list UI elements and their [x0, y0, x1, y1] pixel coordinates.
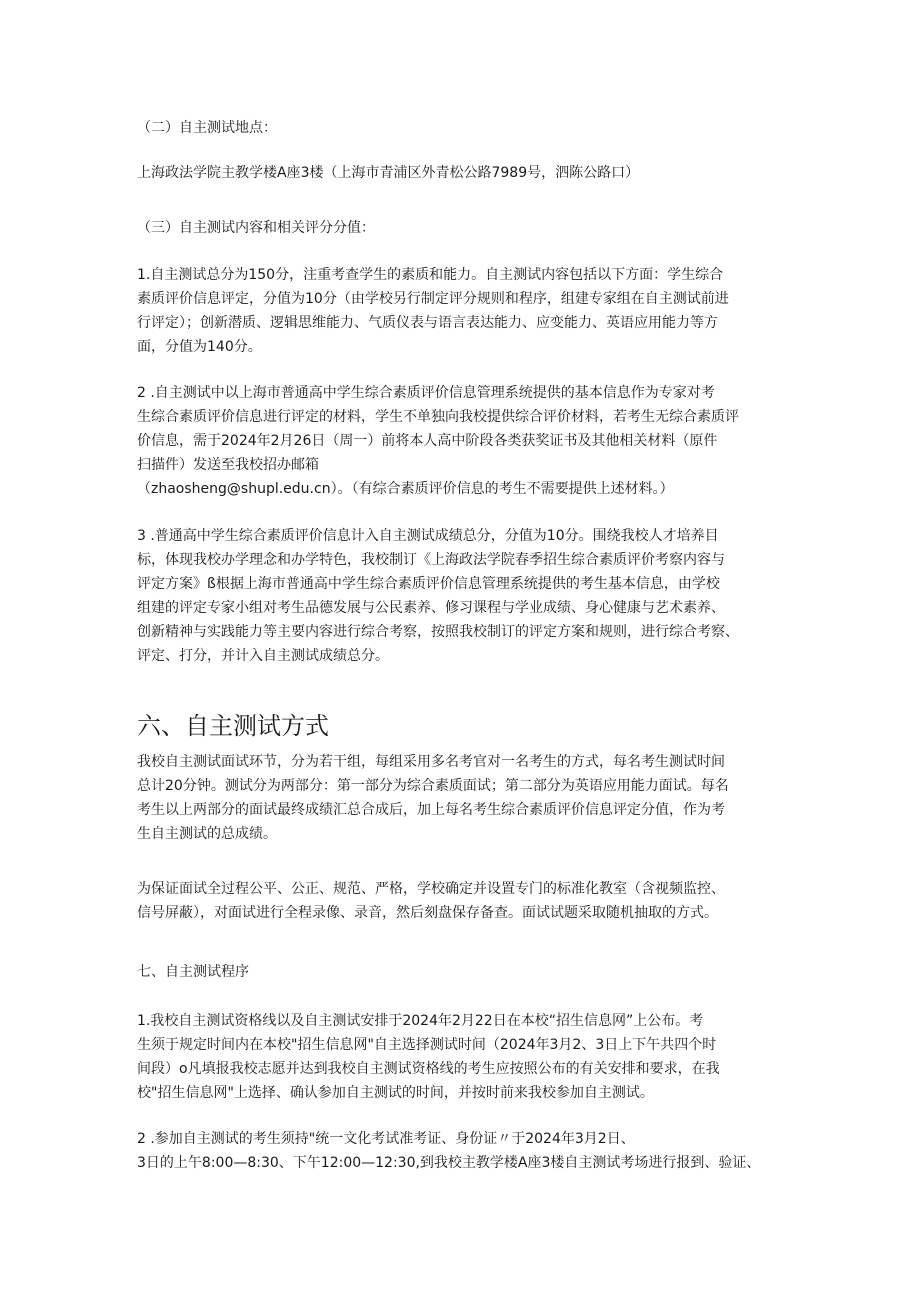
text-line: 标，体现我校办学理念和办学特色，我校制订《上海政法学院春季招生综合素质评价考察内容与 [137, 552, 725, 568]
item-2-paragraph [137, 381, 797, 501]
text-line: 评定、打分，并计入自主测试成绩总分。 [137, 648, 389, 664]
item-1-paragraph [137, 263, 797, 359]
text-line: 价信息，需于2024年2月26日（周一）前将本人高中阶段各类获奖证书及其他相关材料（原件 [137, 433, 718, 449]
section-6-paragraph-2 [137, 877, 797, 925]
text-line: 面，分值为140分。 [137, 339, 262, 355]
text-line: 行评定）；创新潜质、逻辑思维能力、气质仪表与语言表达能力、应变能力、英语应用能力等方 [137, 315, 718, 331]
section-2-text: 上海政法学院主教学楼A座3楼（上海市青浦区外青松公路7989号，泗陈公路口） [137, 165, 640, 181]
text-line: 组建的评定专家小组对考生品德发展与公民素养、修习课程与学业成绩、身心健康与艺术素养、 [137, 600, 725, 616]
section-7-title: 七、自主测试程序 [137, 964, 249, 980]
text-line: 评定方案》ß根据上海市普通高中学生综合素质评价信息管理系统提供的考生基本信息，由学校 [137, 576, 720, 592]
text-line: 2 .自主测试中以上海市普通高中学生综合素质评价信息管理系统提供的基本信息作为专家对考 [137, 385, 715, 401]
text-line: 为保证面试全过程公平、公正、规范、严格，学校确定并设置专门的标准化教室（含视频监控、 [137, 881, 725, 897]
text-line: 信号屏蔽），对面试进行全程录像、录音，然后刻盘保存备查。面试试题采取随机抽取的方式。 [137, 905, 718, 921]
item-3-paragraph [137, 524, 797, 668]
text-line: 生综合素质评价信息进行评定的材料，学生不单独向我校提供综合评价材料，若考生无综合素质评 [137, 409, 739, 425]
text-line: 扫描件）发送至我校招办邮箱 [137, 457, 319, 473]
text-line: 创新精神与实践能力等主要内容进行综合考察，按照我校制订的评定方案和规则，进行综合考察、 [137, 624, 739, 640]
text-line: 2 .参加自主测试的考生须持"统一文化考试准考证、身份证〃于2024年3月2日、 [137, 1131, 635, 1147]
text-line: 3 .普通高中学生综合素质评价信息计入自主测试成绩总分，分值为10分。围绕我校人才培养目 [137, 528, 719, 544]
section-2-heading: （二）自主测试地点： [137, 120, 277, 136]
text-line: 3日的上午8:00—8:30、下午12:00—12:30,到我校主教学楼A座3楼自主测试考场进行报到、验证、 [137, 1155, 761, 1171]
text-line: 1.自主测试总分为150分，注重考查学生的素质和能力。自主测试内容包括以下方面：学生综合 [137, 267, 724, 283]
section-3-heading: （三）自主测试内容和相关评分分值： [137, 220, 375, 236]
text-line: 素质评价信息评定，分值为10分（由学校另行制定评分规则和程序，组建专家组在自主测试前进 [137, 291, 729, 307]
text-line: 1.我校自主测试资格线以及自主测试安排于2024年2月22日在本校“招生信息网”上公布。考 [137, 1013, 704, 1029]
text-line: 我校自主测试面试环节，分为若干组，每组采用多名考官对一名考生的方式，每名考生测试时间 [137, 754, 725, 770]
section-7-item-2 [137, 1127, 797, 1175]
text-line: 生须于规定时间内在本校"招生信息网"自主选择测试时间（2024年3月2、3日上下午共四个时 [137, 1037, 717, 1053]
section-7-item-1 [137, 1009, 797, 1105]
text-line: 总计20分钟。测试分为两部分：第一部分为综合素质面试；第二部分为英语应用能力面试。每名 [137, 778, 729, 794]
section-6-paragraph-1 [137, 750, 797, 846]
text-line: 生自主测试的总成绩。 [137, 826, 277, 842]
text-line: （zhaosheng@shupl.edu.cn）。（有综合素质评价信息的考生不需要提供上述材料。） [137, 481, 674, 497]
section-6-title: 六、自主测试方式 [137, 712, 329, 740]
text-line: 考生以上两部分的面试最终成绩汇总合成后，加上每名考生综合素质评价信息评定分值，作为考 [137, 802, 725, 818]
text-line: 间段）o凡填报我校志愿并达到我校自主测试资格线的考生应按照公布的有关安排和要求，在我 [137, 1061, 720, 1077]
text-line: 校"招生信息网"上选择、确认参加自主测试的时间，并按时前来我校参加自主测试。 [137, 1085, 654, 1101]
